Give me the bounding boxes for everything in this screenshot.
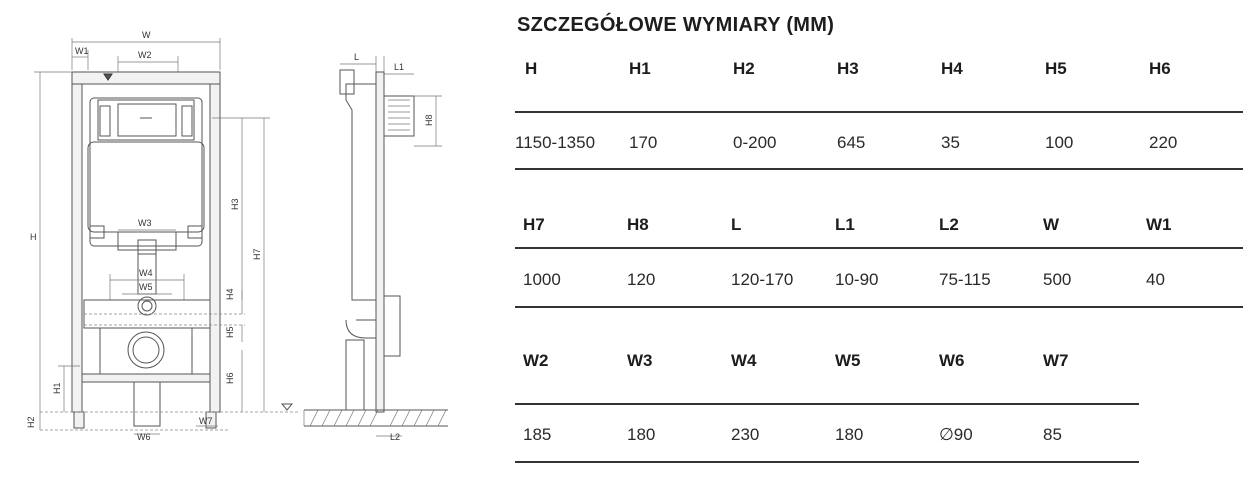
- label-h3: H3: [230, 198, 240, 210]
- value-w1: 40: [1146, 270, 1165, 289]
- label-h: H: [30, 232, 37, 242]
- value-h: 1150-1350: [515, 133, 596, 152]
- table-1-rule-bottom: [515, 168, 1243, 170]
- header-h5: H5: [1045, 59, 1067, 78]
- table-3-rule-top: [515, 403, 1139, 405]
- table-3-rule-bottom: [515, 461, 1139, 463]
- label-w5: W5: [139, 282, 153, 292]
- header-w1: W1: [1146, 215, 1172, 234]
- label-h8: H8: [424, 114, 434, 126]
- header-w5: W5: [835, 351, 861, 370]
- label-h1: H1: [52, 382, 62, 394]
- header-l1: L1: [835, 215, 855, 234]
- header-w: W: [1043, 215, 1060, 234]
- label-w: W: [142, 30, 151, 40]
- value-l2: 75-115: [939, 270, 991, 289]
- label-w7: W7: [199, 416, 213, 426]
- label-l2: L2: [390, 432, 401, 442]
- label-h2: H2: [26, 416, 36, 428]
- value-h4: 35: [941, 133, 960, 152]
- value-h2: 0-200: [733, 133, 777, 152]
- header-h4: H4: [941, 59, 963, 78]
- value-l: 120-170: [731, 270, 794, 289]
- header-h: H: [525, 59, 538, 78]
- label-w2: W2: [138, 50, 152, 60]
- page-title: SZCZEGÓŁOWE WYMIARY (MM): [517, 14, 835, 36]
- front-view: [26, 30, 300, 442]
- label-h5: H5: [225, 326, 235, 338]
- technical-drawing: [0, 0, 500, 498]
- header-h8: H8: [627, 215, 649, 234]
- header-w2: W2: [523, 351, 549, 370]
- label-w6: W6: [137, 432, 151, 442]
- value-w6: ∅90: [939, 425, 973, 444]
- label-h6: H6: [225, 372, 235, 384]
- header-h3: H3: [837, 59, 859, 78]
- label-l: L: [354, 52, 360, 62]
- header-h2: H2: [733, 59, 755, 78]
- value-h5: 100: [1045, 133, 1074, 152]
- value-w5: 180: [835, 425, 864, 444]
- header-w4: W4: [731, 351, 757, 370]
- value-w7: 85: [1043, 425, 1062, 444]
- label-l1: L1: [394, 62, 405, 72]
- value-w2: 185: [523, 425, 552, 444]
- header-l: L: [731, 215, 742, 234]
- value-h7: 1000: [523, 270, 561, 289]
- header-h6: H6: [1149, 59, 1171, 78]
- header-l2: L2: [939, 215, 959, 234]
- header-h7: H7: [523, 215, 545, 234]
- label-w1: W1: [75, 46, 89, 56]
- table-2-rule-top: [515, 247, 1243, 249]
- label-h7: H7: [252, 248, 262, 260]
- label-h4: H4: [225, 288, 235, 300]
- value-w: 500: [1043, 270, 1072, 289]
- value-h1: 170: [629, 133, 658, 152]
- value-h8: 120: [627, 270, 656, 289]
- label-w3: W3: [138, 218, 152, 228]
- value-w4: 230: [731, 425, 760, 444]
- value-h6: 220: [1149, 133, 1178, 152]
- value-l1: 10-90: [835, 270, 879, 289]
- header-h1: H1: [629, 59, 651, 78]
- header-w7: W7: [1043, 351, 1069, 370]
- side-view: [304, 52, 448, 442]
- header-w6: W6: [939, 351, 965, 370]
- value-w3: 180: [627, 425, 656, 444]
- table-2-rule-bottom: [515, 306, 1243, 308]
- header-w3: W3: [627, 351, 653, 370]
- table-1-rule-top: [515, 111, 1243, 113]
- value-h3: 645: [837, 133, 866, 152]
- label-w4: W4: [139, 268, 153, 278]
